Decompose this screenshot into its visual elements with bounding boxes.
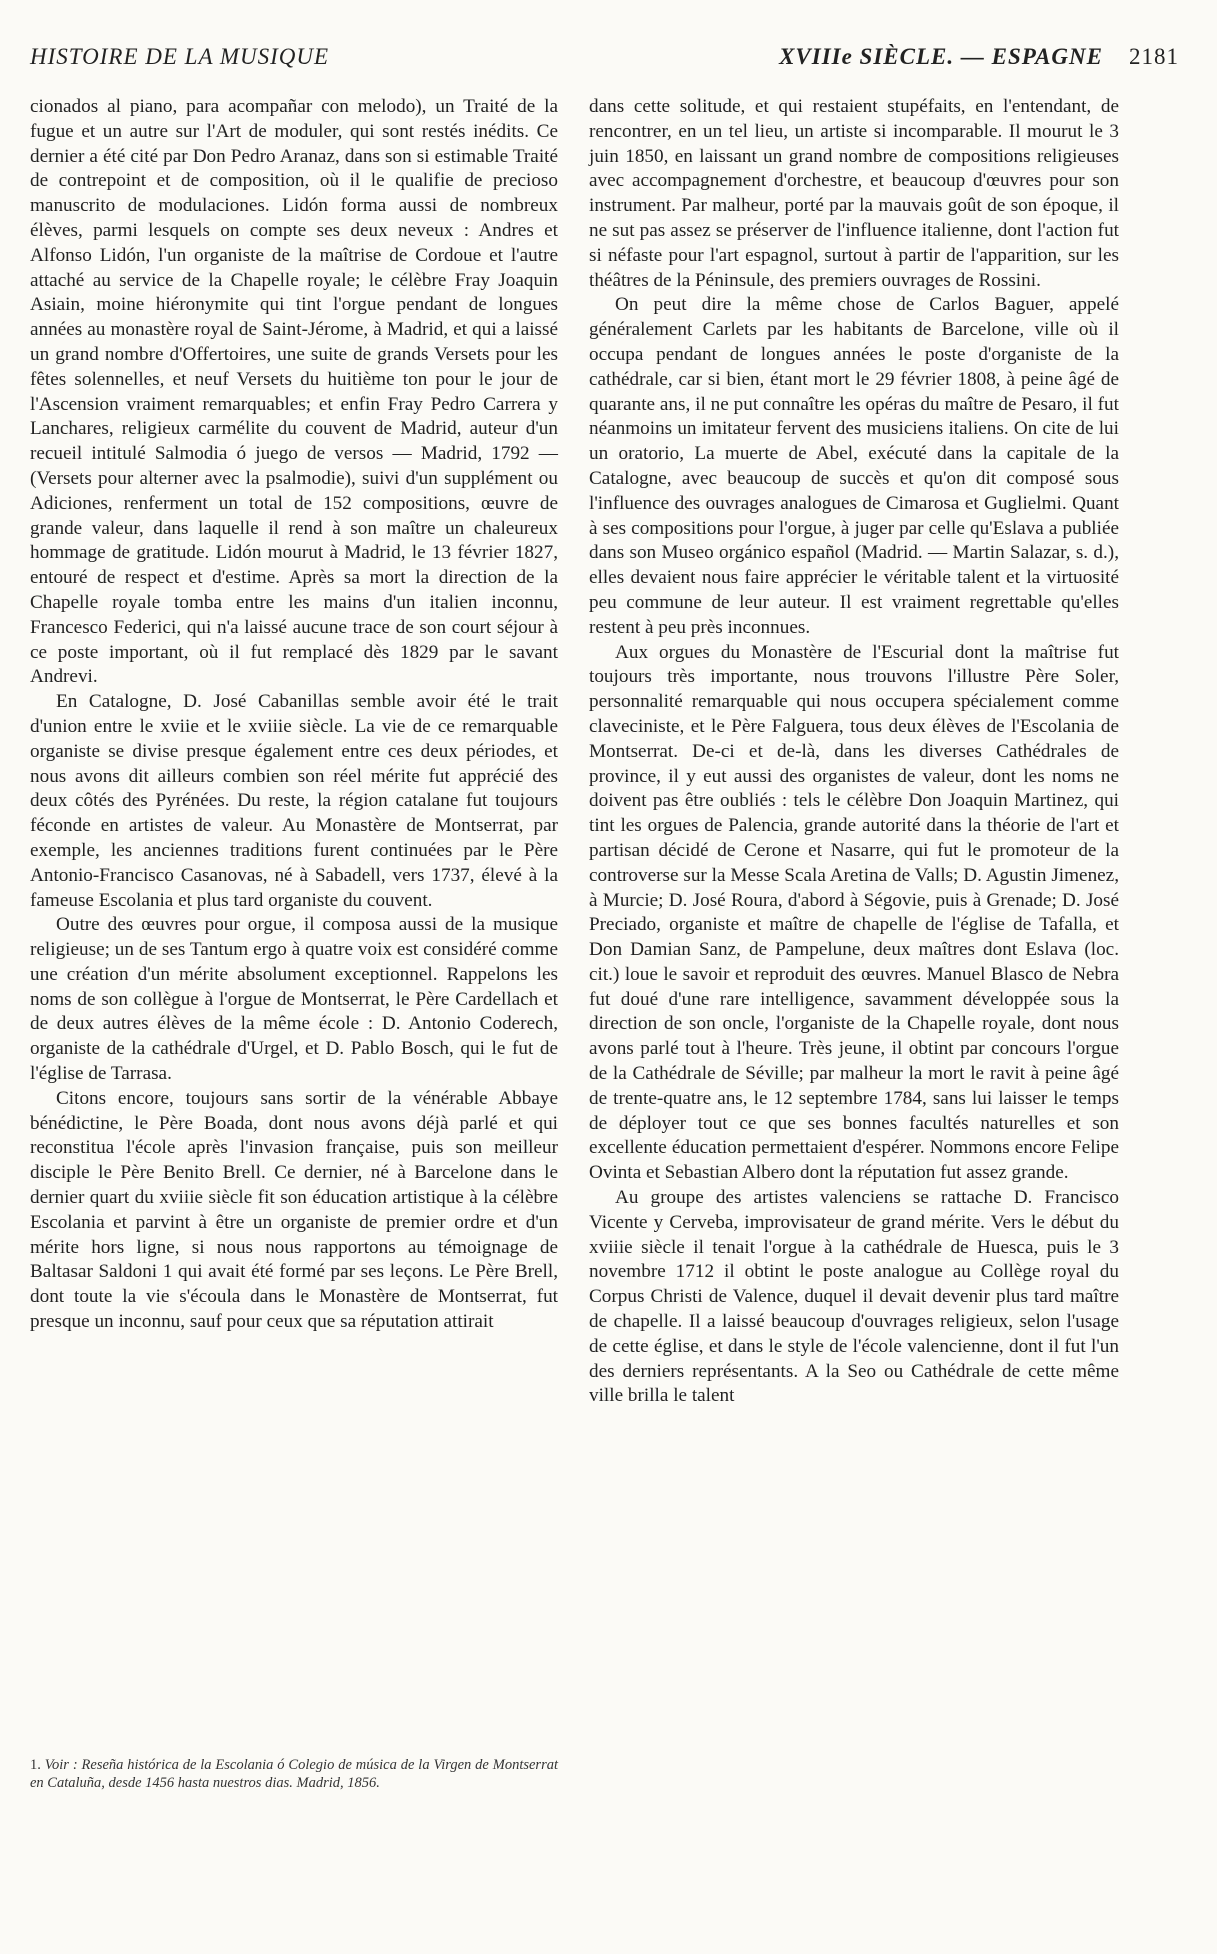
paragraph: Au groupe des artistes valenciens se rattache D. Francisco Vicente y Cerveba, improvisateur de grand mérite. Vers le début du xviiie siècle il tenait l'orgue à la cathédrale de Huesca, puis le 3 novembre 1712 il obtint le poste analogue au Collège royal du Corpus Christi de Valence, duquel il devait devenir plus tard maître de chapelle. Il a laissé beaucoup d'ouvrages religieux, selon l'usage de cette église, et dans le style de l'école valencienne, dont il fut l'un des derniers représentants. A la Seo ou Cathédrale de cette même ville brilla le talent	[589, 1187, 1119, 1407]
left-column	[30, 95, 558, 1335]
footnote-number: 1.	[30, 1757, 41, 1773]
paragraph: En Catalogne, D. José Cabanillas semble avoir été le trait d'union entre le xviie et le xviiie siècle. La vie de ce remarquable organiste se divise presque également entre ces deux périodes, et nous avons dit ailleurs combien son réel mérite fut apprécié des deux côtés des Pyrénées. Du reste, la région catalane fut toujours féconde en artistes de valeur. Au Monastère de Montserrat, par exemple, les anciennes traditions furent continuées par le Père Antonio-Francisco Casanovas, né à Sabadell, vers 1737, élevé à la fameuse Escolania et plus tard organiste du couvent.	[30, 691, 558, 911]
right-column	[589, 95, 1119, 1409]
footnote-text: Voir : Reseña histórica de la Escolania ó Colegio de música de la Virgen de Montserrat en Cataluña, desde 1456 hasta nuestros dias. Madrid, 1856.	[30, 1757, 558, 1791]
header-chapter: XVIIIe SIÈCLE. — ESPAGNE	[779, 44, 1103, 69]
running-header	[30, 44, 1179, 74]
header-section	[779, 44, 1179, 70]
paragraph: Citons encore, toujours sans sortir de la vénérable Abbaye bénédictine, le Père Boada, dont nous avons déjà parlé et qui reconstitua l'école après l'invasion française, puis son meilleur disciple le Père Benito Brell. Ce dernier, né à Barcelone dans le dernier quart du xviiie siècle fit son éducation artistique à la célèbre Escolania et parvint à être un organiste de premier ordre et d'un mérite hors ligne, si nous nous rapportons au témoignage de Baltasar Saldoni 1 qui avait été formé par ses leçons. Le Père Brell, dont toute la vie s'écoula dans le Monastère de Montserrat, fut presque un inconnu, sauf pour ceux que sa réputation attirait	[30, 1087, 558, 1333]
paragraph: dans cette solitude, et qui restaient stupéfaits, en l'entendant, de rencontrer, en un tel lieu, un artiste si incomparable. Il mourut le 3 juin 1850, en laissant un grand nombre de compositions religieuses avec accompagnement d'orchestre, et beaucoup d'œuvres pour son instrument. Par malheur, porté par la mauvais goût de son époque, il ne sut pas assez se préserver de l'influence italienne, dont l'action fut si néfaste pour l'art espagnol, surtout à partir de l'apparition, sur les théâtres de la Péninsule, des premiers ouvrages de Rossini.	[589, 96, 1119, 291]
footnote	[30, 1756, 558, 1792]
paragraph: cionados al piano, para acompañar con melodo), un Traité de la fugue et un autre sur l'Art de moduler, qui sont restés inédits. Ce dernier a été cité par Don Pedro Aranaz, dans son si estimable Traité de contrepoint et de composition, où il le qualifie de precioso manuscrito de modulaciones. Lidón forma aussi de nombreux élèves, parmi lesquels on compte ses deux neveux : Andres et Alfonso Lidón, l'un organiste de la maîtrise de Cordoue et l'autre attaché au service de la Chapelle royale; le célèbre Fray Joaquin Asiain, moine hiéronymite qui tint l'orgue pendant de longues années au monastère royal de Saint-Jérome, à Madrid, et qui a laissé un grand nombre d'Offertoires, une suite de grands Versets pour les fêtes solennelles, et neuf Versets du huitième ton pour le jour de l'Ascension vraiment remarquables; et enfin Fray Pedro Carrera y Lanchares, religieux carmélite du couvent de Madrid, auteur d'un recueil intitulé Salmodia ó juego de versos — Madrid, 1792 — (Versets pour alterner avec la psalmodie), suivi d'un supplément ou Adiciones, renferment un total de 152 compositions, œuvre de grande valeur, dans laquelle il rend à son maître un chaleureux hommage de gratitude. Lidón mourut à Madrid, le 13 février 1827, entouré de respect et d'estime. Après sa mort la direction de la Chapelle royale tomba entre les mains d'un italien inconnu, Francesco Federici, qui n'a laissé aucune trace de son court séjour à ce poste important, où il fut remplacé dès 1829 par le savant Andrevi.	[30, 96, 558, 688]
paragraph: Aux orgues du Monastère de l'Escurial dont la maîtrise fut toujours très importante, nous trouvons l'illustre Père Soler, personnalité remarquable qui nous occupera spécialement comme claveciniste, et le Père Falguera, tous deux élèves de l'Escolania de Montserrat. De-ci et de-là, dans les diverses Cathédrales de province, il y eut aussi des organistes de valeur, dont les noms ne doivent pas être oubliés : tels le célèbre Don Joaquin Martinez, qui tint les orgues de Palencia, grande autorité dans la théorie de l'art et partisan décidé de Cerone et Nasarre, qui fut le promoteur de la controverse sur la Messe Scala Aretina de Valls; D. Agustin Jimenez, à Murcie; D. José Roura, d'abord à Ségovie, puis à Grenade; D. José Preciado, organiste et maître de chapelle de l'église de Tafalla, et Don Damian Sanz, de Pampelune, deux maîtres dont Eslava (loc. cit.) loue le savoir et reproduit des œuvres. Manuel Blasco de Nebra fut doué d'une rare intelligence, savamment développée sous la direction de son oncle, l'organiste de la Chapelle royale, dont nous avons parlé tout à l'heure. Très jeune, il obtint par concours l'orgue de la Cathédrale de Séville; par malheur la mort le ravit à peine âgé de trente-quatre ans, le 12 septembre 1784, sans lui laisser le temps de déployer tout ce que ses bonnes facultés naturelles et son excellente éducation permettaient d'espérer. Nommons encore Felipe Ovinta et Sebastian Albero dont la réputation fut assez grande.	[589, 641, 1119, 1184]
page-number: 2181	[1129, 44, 1179, 69]
paragraph: Outre des œuvres pour orgue, il composa aussi de la musique religieuse; un de ses Tantum ergo à quatre voix est considéré comme une création d'un mérite absolument exceptionnel. Rappelons les noms de son collègue à l'orgue de Montserrat, le Père Cardellach et de deux autres élèves de la même école : D. Antonio Coderech, organiste de la cathédrale d'Urgel, et D. Pablo Bosch, qui le fut de l'église de Tarrasa.	[30, 914, 558, 1085]
paragraph: On peut dire la même chose de Carlos Baguer, appelé généralement Carlets par les habitants de Barcelone, ville où il occupa pendant de longues années le poste d'organiste de la cathédrale, car si bien, étant mort le 29 février 1808, à peine âgé de quarante ans, il ne put connaître les opéras du maître de Pesaro, il fut néanmoins un imitateur fervent des musiciens italiens. On cite de lui un oratorio, La muerte de Abel, exécuté dans la capitale de la Catalogne, avec beaucoup de succès et qu'on dit composé sous l'influence des ouvrages analogues de Cimarosa et Guglielmi. Quant à ses compositions pour l'orgue, à juger par celle qu'Eslava a publiée dans son Museo orgánico español (Madrid. — Martin Salazar, s. d.), elles devaient nous faire apprécier le véritable talent et la virtuosité peu commune de leur auteur. Il est vraiment regrettable qu'elles restent à peu près inconnues.	[589, 294, 1119, 638]
header-title: HISTOIRE DE LA MUSIQUE	[30, 44, 330, 69]
